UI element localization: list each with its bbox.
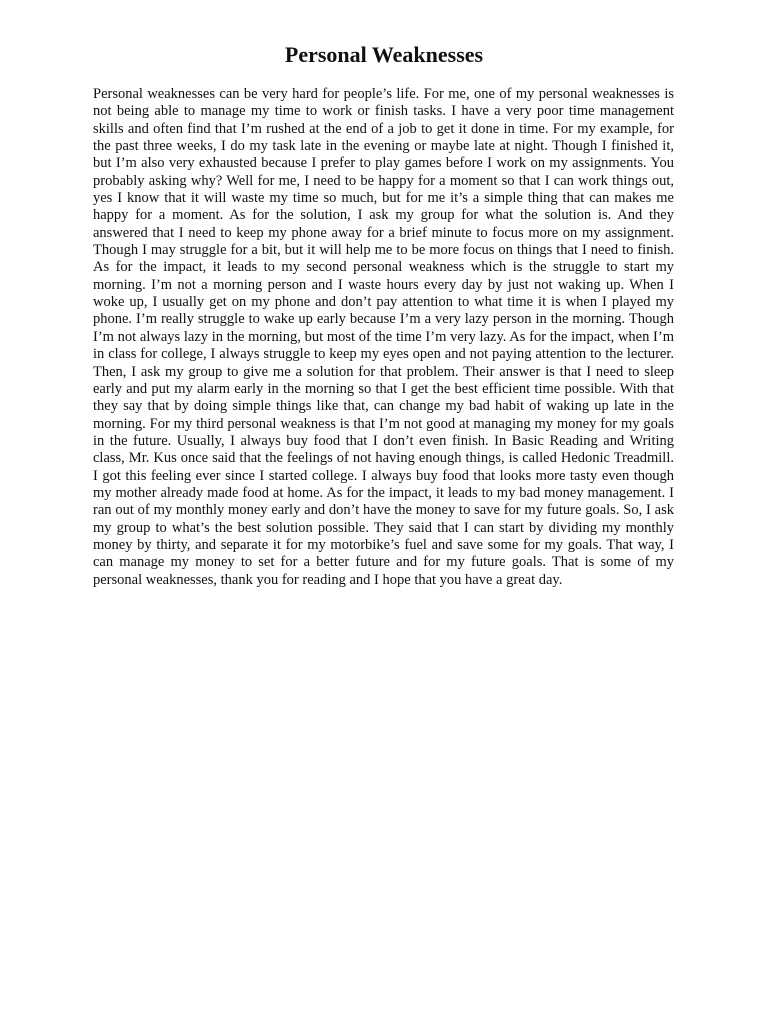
page-title: Personal Weaknesses bbox=[284, 42, 484, 67]
essay-paragraph: Personal weaknesses can be very hard for people’s life. For me, one of my personal weaknesses is not being able to manage my time to work or finish tasks. I have a very poor time management skills and often find that I’m rushed at the end of a job to get it done in time. For my example, for the past three weeks, I do my task late in the evening or maybe late at night. Though I finished it, but I’m also very exhausted because I prefer to play games before I work on my assignments. You probably asking why? Well for me, I need to be happy for a moment so that I can work things out, yes I know that it will waste my time so much, but for me it’s a simple thing that can makes me happy for a moment. As for the solution, I ask my group for what the solution is. And they answered that I need to keep my phone away for a brief minute to focus more on my assignment. Though I may struggle for a bit, but it will help me to be more focus on things that I need to finish. As for the impact, it leads to my second personal weakness which is the struggle to start my morning. I’m not a morning person and I waste hours every day by just not waking up. When I woke up, I usually get on my phone and don’t pay attention to what time it is when I played my phone. I’m really struggle to wake up early because I’m a very lazy person in the morning. Though I’m not always lazy in the morning, but most of the time I’m very lazy. As for the impact, when I’m in class for college, I always struggle to keep my eyes open and not paying attention to the lecturer. Then, I ask my group to give me a solution for that problem. Their answer is that I need to sleep early and put my alarm early in the morning so that I get the best efficient time possible. With that they say that by doing simple things like that, can change my bad habit of waking up late in the morning. For my third personal weakness is that I’m not good at managing my money for my goals in the future. Usually, I always buy food that I don’t even finish. In Basic Reading and Writing class, Mr. Kus once said that the feelings of not having enough things, is called Hedonic Treadmill. I got this feeling ever since I started college. I always buy food that looks more tasty even though my mother already made food at home. As for the impact, it leads to my bad money management. I ran out of my monthly money early and don’t have the money to save for my future goals. So, I ask my group to what’s the best solution possible. They said that I can start by dividing my monthly money by thirty, and separate it for my motorbike’s fuel and save some for my goals. That way, I can manage my money to set for a better future and for my future goals. That is some of my personal weaknesses, thank you for reading and I hope that you have a great day. bbox=[93, 86, 674, 588]
